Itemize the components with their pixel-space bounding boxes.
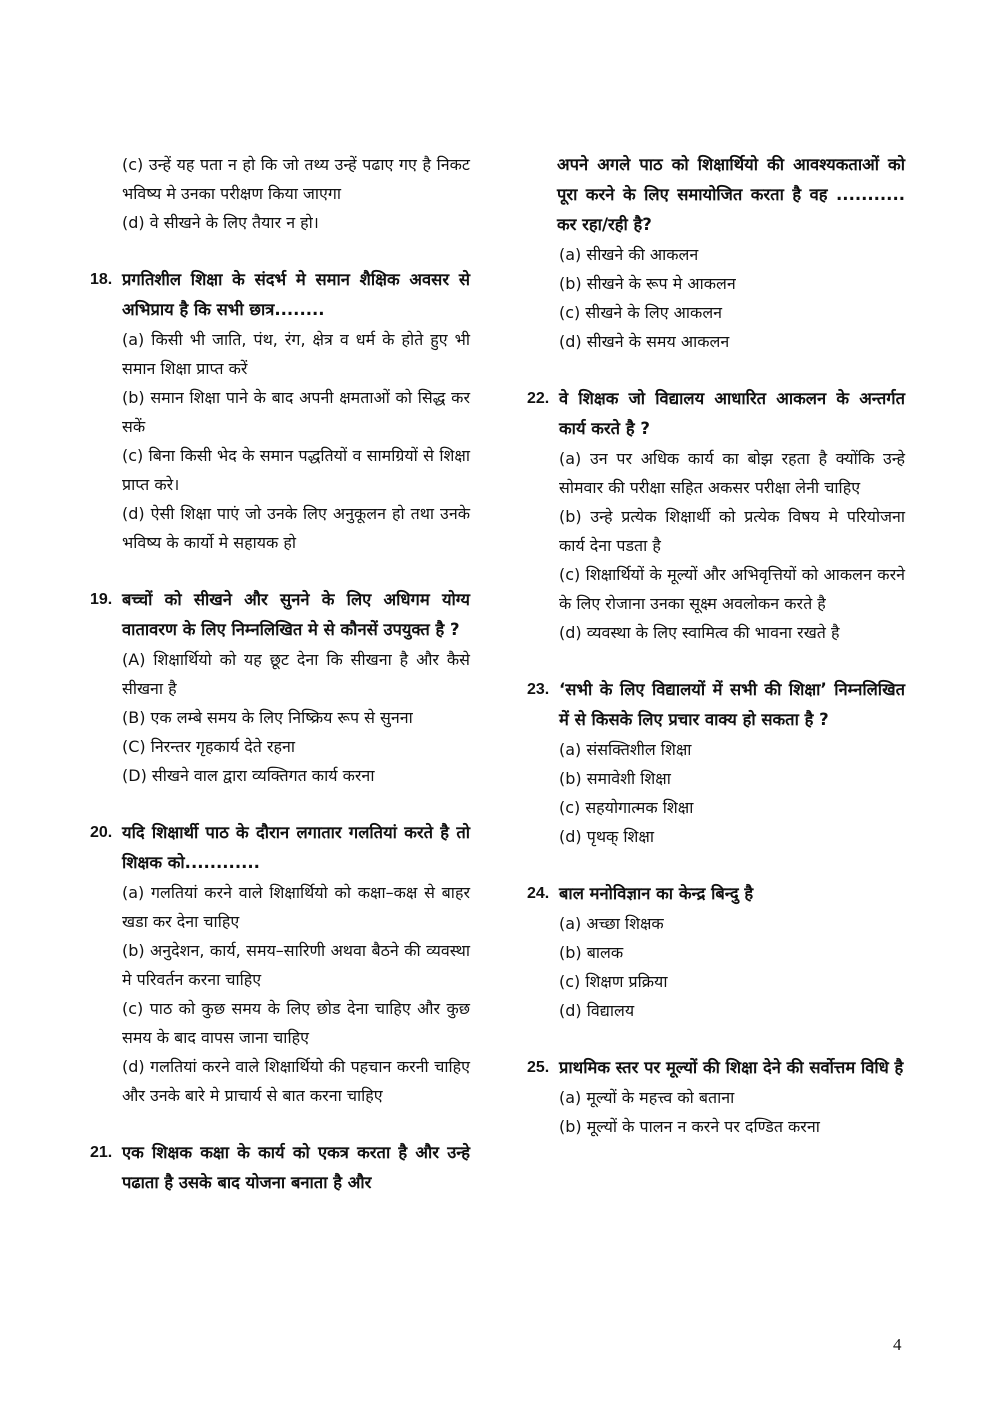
question-22 [527, 384, 905, 647]
option: (d) विद्यालय [559, 1001, 635, 1020]
question-number: 20. [90, 824, 113, 841]
question-text: बाल मनोविज्ञान का केन्द्र बिन्दु है [559, 884, 754, 903]
option: (a) संसक्तिशील शिक्षा [559, 740, 692, 759]
option: (c) उन्हें यह पता न हो कि जो तथ्य उन्हें पढाए गए है निकट भविष्य मे उनका परीक्षण किया जाएगा [122, 155, 470, 203]
question-text: प्राथमिक स्तर पर मूल्यों की शिक्षा देने की सर्वोत्तम विधि है [559, 1058, 904, 1077]
option: (D) सीखने वाल द्वारा व्यक्तिगत कार्य करना [122, 766, 375, 785]
left-column [90, 150, 470, 1226]
option: (a) किसी भी जाति, पंथ, रंग, क्षेत्र व धर्म के होते हुए भी समान शिक्षा प्राप्त करें [122, 330, 470, 378]
option: (a) अच्छा शिक्षक [559, 914, 664, 933]
option: (c) सहयोगात्मक शिक्षा [559, 798, 694, 817]
question-number: 22. [527, 390, 550, 407]
option: (b) सीखने के रूप मे आकलन [559, 274, 736, 293]
question-number: 24. [527, 885, 550, 902]
question-text: एक शिक्षक कक्षा के कार्य को एकत्र करता है और उन्हे पढाता है उसके बाद योजना बनाता है और [122, 1143, 470, 1192]
question-20 [90, 818, 470, 1110]
question-text: ‘सभी के लिए विद्यालयों में सभी की शिक्षा’ निम्नलिखित में से किसके लिए प्रचार वाक्य हो सकता है ? [559, 680, 905, 729]
option: (d) वे सीखने के लिए तैयार न हो। [122, 213, 319, 232]
question-21-continuation [527, 150, 905, 356]
question-number: 19. [90, 591, 113, 608]
option: (d) ऐसी शिक्षा पाएं जो उनके लिए अनुकूलन हो तथा उनके भविष्य के कार्यो मे सहायक हो [122, 504, 470, 552]
question-21 [90, 1138, 470, 1198]
option: (C) निरन्तर गृहकार्य देते रहना [122, 737, 296, 756]
option: (c) बिना किसी भेद के समान पद्धतियों व सामग्रियों से शिक्षा प्राप्त करे। [122, 446, 470, 494]
option: (a) गलतियां करने वाले शिक्षार्थियो को कक्षा–कक्ष से बाहर खडा कर देना चाहिए [122, 883, 470, 931]
option: (d) गलतियां करने वाले शिक्षार्थियो की पहचान करनी चाहिए और उनके बारे मे प्राचार्य से बात करना चाहिए [122, 1057, 470, 1105]
right-column [527, 150, 905, 1169]
option: (b) उन्हे प्रत्येक शिक्षार्थी को प्रत्येक विषय मे परियोजना कार्य देना पडता है [559, 507, 905, 555]
question-text: वे शिक्षक जो विद्यालय आधारित आकलन के अन्तर्गत कार्य करते है ? [559, 389, 905, 438]
question-24 [527, 879, 905, 1025]
option: (c) शिक्षार्थियों के मूल्यों और अभिवृत्तियों को आकलन करने के लिए रोजाना उनका सूक्ष्म अवलोकन करते है [559, 565, 905, 613]
option: (d) सीखने के समय आकलन [559, 332, 730, 351]
option: (b) समान शिक्षा पाने के बाद अपनी क्षमताओं को सिद्ध कर सकें [122, 388, 470, 436]
option: (b) समावेशी शिक्षा [559, 769, 671, 788]
question-text-continuation: अपने अगले पाठ को शिक्षार्थियो की आवश्यकताओं को पूरा करने के लिए समायोजित करता है वह ........... कर रहा/रही है? [557, 155, 905, 234]
question-text: प्रगतिशील शिक्षा के संदर्भ मे समान शैक्षिक अवसर से अभिप्राय है कि सभी छात्र........ [122, 270, 470, 319]
option: (b) अनुदेशन, कार्य, समय–सारिणी अथवा बैठने की व्यवस्था मे परिवर्तन करना चाहिए [122, 941, 470, 989]
option: (a) मूल्यों के महत्त्व को बताना [559, 1088, 735, 1107]
question-number: 18. [90, 271, 113, 288]
option: (c) सीखने के लिए आकलन [559, 303, 723, 322]
option: (c) शिक्षण प्रक्रिया [559, 972, 668, 991]
question-text: यदि शिक्षार्थी पाठ के दौरान लगातार गलतियां करते है तो शिक्षक को............ [122, 823, 470, 872]
question-number: 23. [527, 681, 550, 698]
option: (B) एक लम्बे समय के लिए निष्क्रिय रूप से सुनना [122, 708, 413, 727]
option: (d) व्यवस्था के लिए स्वामित्व की भावना रखते है [559, 623, 840, 642]
question-number: 21. [90, 1144, 113, 1161]
option: (a) उन पर अधिक कार्य का बोझ रहता है क्योंकि उन्हे सोमवार की परीक्षा सहित अकसर परीक्षा लेनी चाहिए [559, 449, 905, 497]
question-number: 25. [527, 1059, 550, 1076]
question-23 [527, 675, 905, 851]
page-number: 4 [893, 1335, 902, 1354]
question-text: बच्चों को सीखने और सुनने के लिए अधिगम योग्य वातावरण के लिए निम्नलिखित मे से कौनसें उपयुक्त है ? [122, 590, 470, 639]
option: (b) बालक [559, 943, 624, 962]
option: (d) पृथक् शिक्षा [559, 827, 655, 846]
option: (a) सीखने की आकलन [559, 245, 699, 264]
question-25 [527, 1053, 905, 1141]
question-17-continuation [90, 150, 470, 237]
question-18 [90, 265, 470, 557]
option: (A) शिक्षार्थियो को यह छूट देना कि सीखना है और कैसे सीखना है [122, 650, 470, 698]
option: (b) मूल्यों के पालन न करने पर दण्डित करना [559, 1117, 820, 1136]
option: (c) पाठ को कुछ समय के लिए छोड देना चाहिए और कुछ समय के बाद वापस जाना चाहिए [122, 999, 470, 1047]
question-19 [90, 585, 470, 790]
